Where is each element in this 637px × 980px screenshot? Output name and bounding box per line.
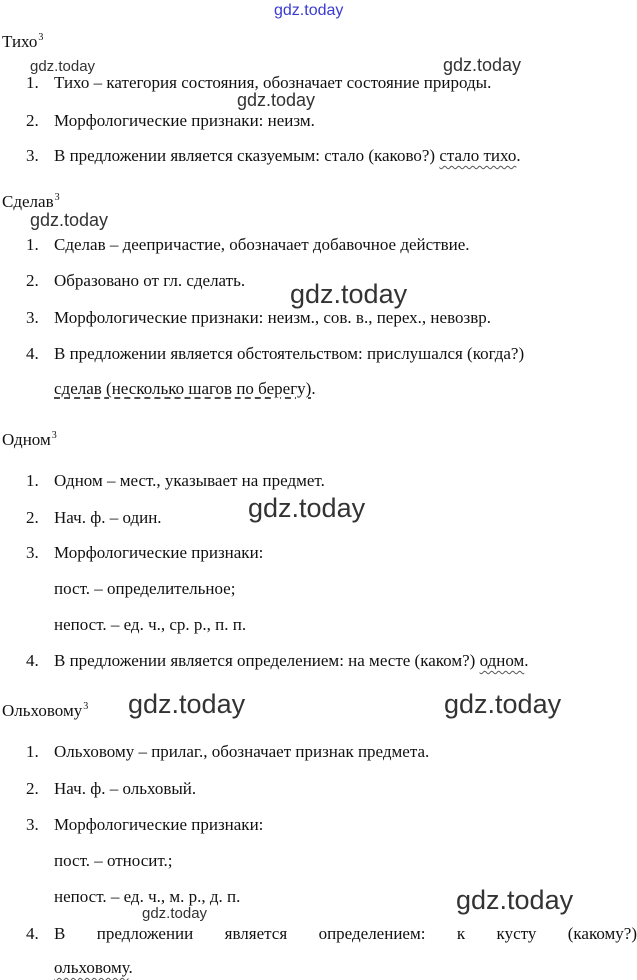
list-item-text: Одном – мест., указывает на предмет. [54,471,325,490]
list-number: 2. [26,508,39,527]
list-item-text: В предложении является определением: на месте (каком?) одном. [54,651,529,670]
watermark: gdz.today [274,2,344,19]
list-item-continuation: сделав (несколько шагов по берегу). [54,379,316,398]
list-number: 3. [26,815,39,834]
section-heading-odnom: Одном$^3$ [2,430,57,449]
section-heading-sdelav: Сделав$^3$ [2,192,60,211]
list-number: 3. [26,146,39,165]
watermark: gdz.today [30,58,96,75]
list-item-text: Морфологические признаки: неизм., сов. в., перех., невозвр. [54,308,491,327]
list-number: 1. [26,742,39,761]
list-number: 4. [26,344,39,363]
list-item-text: В предложении является обстоятельством: прислушался (когда?) [54,344,525,363]
list-item-text: Морфологические признаки: [54,543,264,562]
list-number: 4. [26,651,39,670]
watermark: gdz.today [237,90,316,110]
list-item-continuation: ольховому. [54,958,133,977]
list-item-text: Морфологические признаки: [54,815,264,834]
list-number: 1. [26,73,39,92]
list-subline: непост. – ед. ч., м. р., д. п. [54,887,241,906]
list-item-text: Морфологические признаки: неизм. [54,111,315,130]
watermark: gdz.today [142,905,208,922]
list-number: 4. [26,924,39,943]
list-number: 1. [26,235,39,254]
attribute-underline: одном [479,651,525,670]
attribute-underline: ольховому [54,958,129,977]
section-heading-tiho: Тихо$^3$ [2,32,44,51]
list-subline: пост. – относит.; [54,851,173,870]
list-subline: пост. – определительное; [54,579,236,598]
list-item-text: В предложении является определением: к кусту (какому?) [54,924,637,943]
list-item-text: Сделав – деепричастие, обозначает добавочное действие. [54,235,470,254]
list-item-text: Нач. ф. – ольховый. [54,779,197,798]
list-item-text: Тихо – категория состояния, обозначает состояние природы. [54,73,492,92]
list-number: 2. [26,111,39,130]
watermark: gdz.today [443,55,522,75]
list-number: 3. [26,308,39,327]
list-item-text: В предложении является сказуемым: стало (каково?) стало тихо. [54,146,521,165]
list-number: 1. [26,471,39,490]
watermark: gdz.today [456,885,574,915]
predicate-underline: стало тихо [439,146,517,165]
list-number: 2. [26,779,39,798]
list-item-text: Ольховому – прилаг., обозначает признак предмета. [54,742,430,761]
list-item-text: Образовано от гл. сделать. [54,271,246,290]
list-number: 2. [26,271,39,290]
watermark: gdz.today [290,279,408,309]
watermark: gdz.today [248,493,366,523]
list-item-text: Нач. ф. – один. [54,508,162,527]
watermark: gdz.today [128,689,246,719]
watermark: gdz.today [444,689,562,719]
list-subline: непост. – ед. ч., ср. р., п. п. [54,615,247,634]
list-number: 3. [26,543,39,562]
watermark: gdz.today [30,210,109,230]
section-heading-olkhovomu: Ольховому$^3$ [2,701,89,720]
adverbial-underline: сделав (несколько шагов по берегу) [54,379,312,398]
